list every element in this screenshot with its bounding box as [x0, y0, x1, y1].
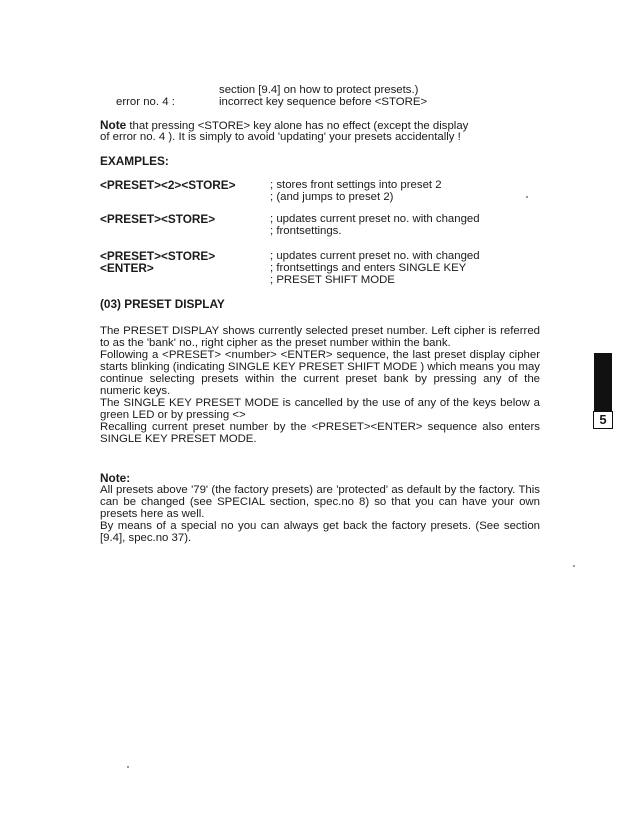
example-1-desc-2: ; (and jumps to preset 2) — [270, 191, 394, 203]
note1-line-2: of error no. 4 ). It is simply to avoid 'updating' your presets accidentally ! — [100, 131, 461, 143]
scan-speck — [573, 565, 575, 567]
section-paragraph-1: The PRESET DISPLAY shows currently selected preset number. Left cipher is referred to as the 'bank' no., right cipher as the preset number within the bank. — [100, 325, 540, 349]
example-3-desc-2: ; frontsettings and enters SINGLE KEY — [270, 262, 467, 274]
example-3-desc-1: ; updates current preset no. with changed — [270, 250, 480, 262]
example-2-desc-2: ; frontsettings. — [270, 225, 342, 237]
example-3-keys-2: <ENTER> — [100, 261, 154, 275]
error-text: incorrect key sequence before <STORE> — [219, 96, 428, 108]
note2-body — [100, 484, 540, 544]
scan-speck — [127, 766, 129, 768]
example-3-desc-3: ; PRESET SHIFT MODE — [270, 274, 395, 286]
note1-text-a: that pressing — [126, 120, 198, 132]
note1-store-key: <STORE> — [197, 120, 251, 132]
note2-paragraph-2: By means of a special no you can always get back the factory presets. (See section [9.4], spec.no 37). — [100, 520, 540, 544]
chapter-number: 5 — [593, 411, 613, 429]
chapter-thumb-tab — [594, 353, 612, 411]
section-paragraph-3: The SINGLE KEY PRESET MODE is cancelled by the use of any of the keys below a green LED or by pressing <> — [100, 397, 540, 421]
section-heading: (03) PRESET DISPLAY — [100, 297, 225, 311]
section-body — [100, 325, 540, 445]
example-2-desc-1: ; updates current preset no. with changed — [270, 213, 480, 225]
examples-heading: EXAMPLES: — [100, 154, 169, 168]
error-label: error no. 4 : — [116, 96, 175, 108]
section-paragraph-4: Recalling current preset number by the <PRESET><ENTER> sequence also enters SINGLE KEY PRESET MODE. — [100, 421, 540, 445]
note2-paragraph-1: All presets above '79' (the factory presets) are 'protected' as default by the factory. This can be changed (see SPECIAL section, spec.no 8) so that you can have your own presets here as well. — [100, 484, 540, 520]
example-1-keys: <PRESET><2><STORE> — [100, 178, 236, 192]
note2-heading: Note: — [100, 471, 131, 485]
example-3-keys-1: <PRESET><STORE> — [100, 249, 216, 263]
example-1-desc-1: ; stores front settings into preset 2 — [270, 179, 442, 191]
section-paragraph-2: Following a <PRESET> <number> <ENTER> sequence, the last preset display cipher starts blinking (indicating SINGLE KEY PRESET SHIFT MODE ) which means you may continue selecting presets within the current preset bank by pressing any of the numeric keys. — [100, 349, 540, 397]
note1-text-b: key alone has no effect (except the display — [250, 120, 469, 132]
top-line-1: section [9.4] on how to protect presets.) — [219, 84, 419, 96]
note1-label: Note — [100, 118, 127, 132]
scan-speck — [526, 196, 528, 198]
example-2-keys: <PRESET><STORE> — [100, 212, 216, 226]
